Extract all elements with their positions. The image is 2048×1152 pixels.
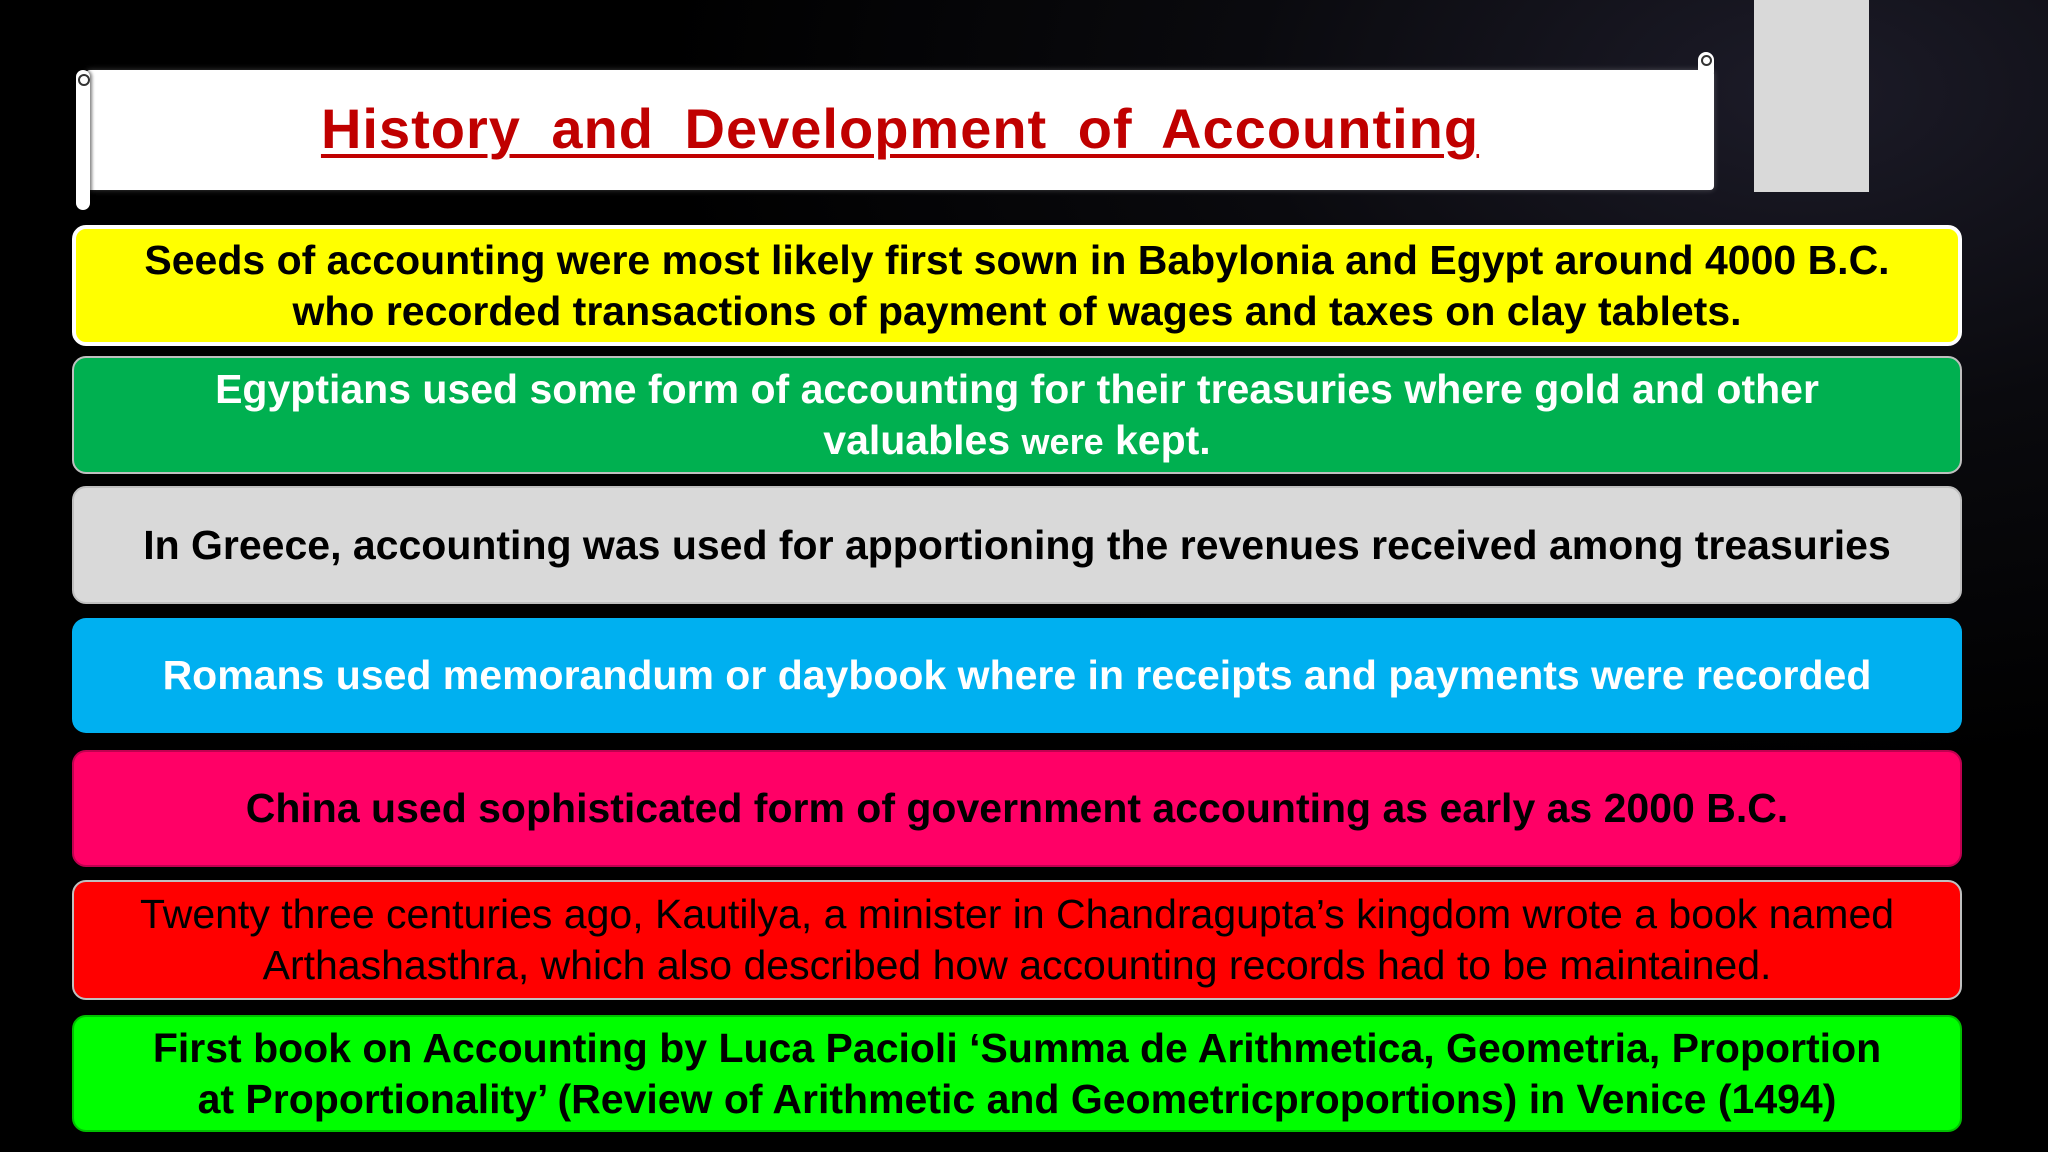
fact-box-egyptians: [72, 356, 1962, 474]
fact-line-1: China used sophisticated form of government accounting as early as 2000 B.C.: [245, 785, 1789, 831]
fact-line-1: In Greece, accounting was used for apportioning the revenues received among treasuries: [143, 521, 1891, 568]
fact-text: [140, 889, 1894, 991]
grey-tab-decoration: [1754, 0, 1869, 192]
fact-box-pacioli: [72, 1015, 1962, 1132]
fact-line-2c: kept.: [1103, 416, 1211, 463]
fact-box-babylonia-egypt: [72, 225, 1962, 346]
slide-title: History and Development of Accounting: [320, 97, 1480, 160]
fact-box-kautilya: [72, 880, 1962, 1000]
scroll-curl-right-icon: [1698, 52, 1714, 74]
fact-text: [153, 1023, 1881, 1125]
fact-box-romans: [72, 618, 1962, 733]
fact-line-2b: were: [1021, 420, 1104, 462]
fact-line-1: Seeds of accounting were most likely first sown in Babylonia and Egypt around 4000 B.C.: [144, 236, 1890, 283]
title-scroll-banner: [86, 70, 1714, 190]
fact-line-1: First book on Accounting by Luca Pacioli ‘Summa de Arithmetica, Geometria, Proportion: [152, 1024, 1882, 1071]
fact-line-1: Romans used memorandum or daybook where in receipts and payments were recorded: [162, 652, 1872, 698]
fact-line-1: Egyptians used some form of accounting for their treasuries where gold and other: [215, 365, 1819, 412]
scroll-curl-left-icon: [76, 70, 90, 210]
fact-line-2: who recorded transactions of payment of wages and taxes on clay tablets.: [292, 287, 1742, 334]
fact-text: [144, 235, 1889, 337]
fact-line-2: at Proportionality’ (Review of Arithmetic and Geometricproportions) in Venice (1494): [197, 1075, 1837, 1122]
fact-line-2a: valuables: [823, 416, 1022, 463]
fact-box-china: [72, 750, 1962, 867]
fact-line-1: Twenty three centuries ago, Kautilya, a minister in Chandragupta’s kingdom wrote a book named: [139, 891, 1895, 937]
fact-text: [215, 364, 1819, 467]
fact-line-2: Arthashasthra, which also described how accounting records had to be maintained.: [262, 942, 1772, 988]
fact-box-greece: [72, 486, 1962, 604]
